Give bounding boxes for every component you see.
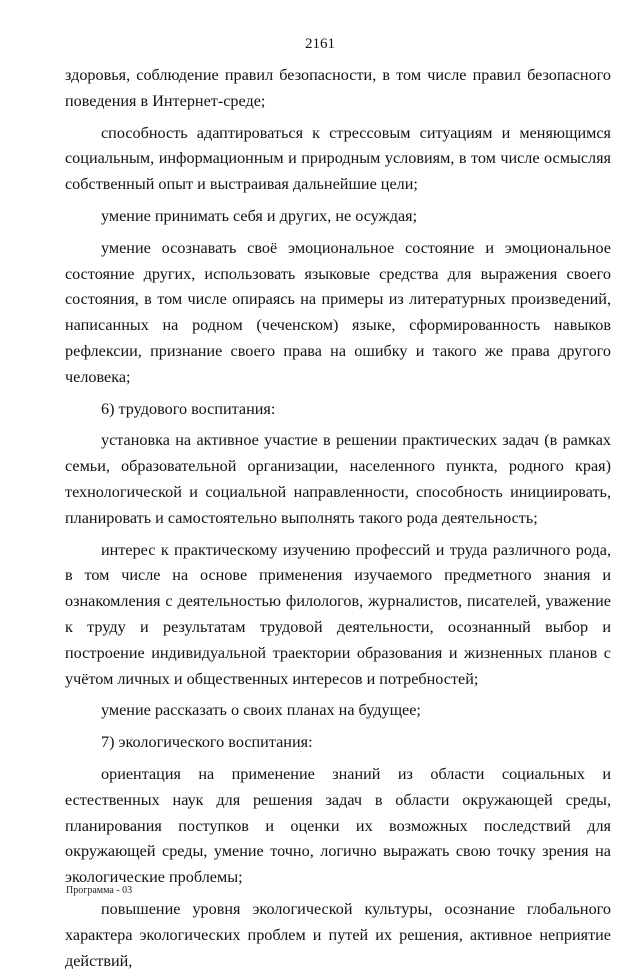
paragraph-practical-tasks: установка на активное участие в решении практических задач (в рамках семьи, образовательной организации, населенного пункта, родного края) технологической и социальной направленности, способность инициировать, планировать и самостоятельно выполнять такого рода деятельность; — [65, 431, 611, 527]
paragraph-health-safety: здоровья, соблюдение правил безопасности, в том числе правил безопасного поведения в Интернет-среде; — [65, 66, 611, 110]
paragraph-stress-adaptation: способность адаптироваться к стрессовым ситуациям и меняющимся социальным, информационным и природным условиям, в том числе осмысляя собственный опыт и выстраивая дальнейшие цели; — [65, 123, 611, 194]
paragraph-self-acceptance: умение принимать себя и других, не осуждая; — [101, 206, 418, 225]
paragraph-future-plans: умение рассказать о своих планах на будущее; — [101, 701, 421, 720]
paragraph-emotional-awareness: умение осознавать своё эмоциональное состояние и эмоциональное состояние других, использовать языковые средства для выражения своего состояния, в том числе опираясь на примеры из литературных произведений, написанных на родном (чеченском) языке, сформированность навыков рефлексии, признание своего права на ошибку и такого же права другого человека; — [65, 238, 611, 386]
paragraph-ecological-culture: повышение уровня экологической культуры, осознание глобального характера экологических проблем и путей их решения, активное неприятие действий, — [65, 899, 611, 970]
page-number: 2161 — [305, 36, 335, 52]
footer-label: Программа - 03 — [66, 885, 133, 896]
document-body — [65, 63, 611, 980]
paragraph-environment-knowledge: ориентация на применение знаний из области социальных и естественных наук для решения задач в области окружающей среды, планирования поступков и оценки их возможных последствий для окружающей среды, умение точно, логично выражать свою точку зрения на экологические проблемы; — [65, 764, 611, 887]
paragraph-professions-interest: интерес к практическому изучению профессий и труда различного рода, в том числе на основе применения изучаемого предметного знания и ознакомления с деятельностью филологов, журналистов, писателей, уважение к труду и результатам трудовой деятельности, осознанный выбор и построение индивидуальной траектории образования и жизненных планов с учётом личных и общественных интересов и потребностей; — [65, 540, 611, 688]
section-heading-ecological-education: 7) экологического воспитания: — [101, 733, 313, 752]
section-heading-labor-education: 6) трудового воспитания: — [101, 399, 276, 418]
